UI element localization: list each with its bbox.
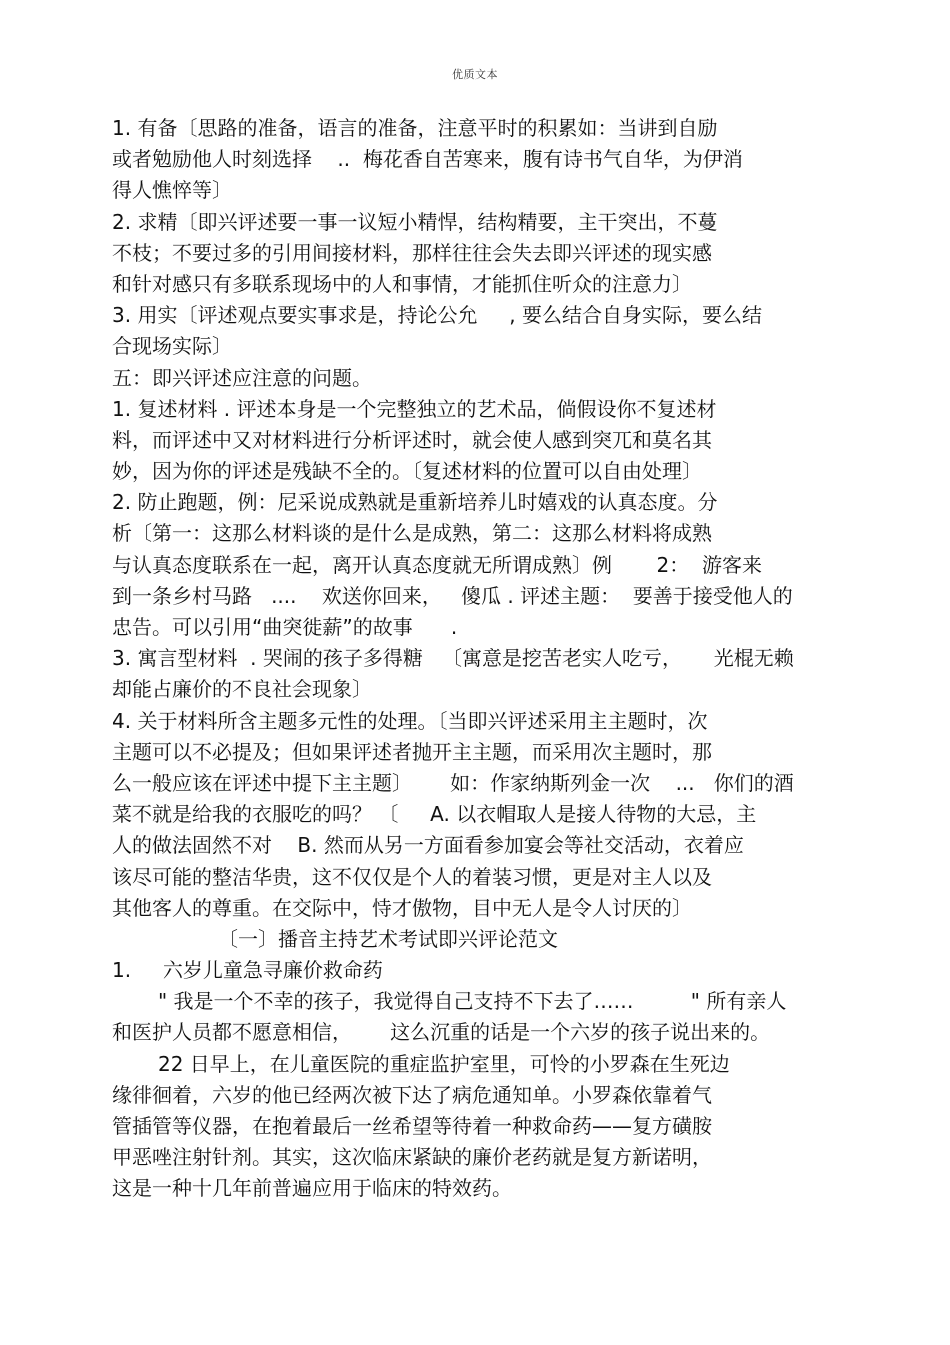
text-line: 这是一种十几年前普遍应用于临床的特效药。 — [112, 1176, 512, 1201]
text-line: 管插管等仪器，在抱着最后一丝希望等待着一种救命药——复方磺胺 — [112, 1114, 712, 1138]
text-line: 该尽可能的整洁华贵，这不仅仅是个人的着装习惯，更是对主人以及 — [112, 864, 712, 889]
text-line: 和医护人员都不愿意相信， 这么沉重的话是一个六岁的孩子说出来的。 — [112, 1020, 771, 1045]
text-line: 3. 寓言型材料 . 哭闹的孩子多得糖 〔寓意是挖苦老实人吃亏， 光棍无赖 — [112, 646, 794, 671]
text-line: 不枝；不要过多的引用间接材料，那样往往会失去即兴评述的现实感 — [112, 240, 712, 265]
text-line: 3. 用实〔评述观点要实事求是，持论公允 , 要么结合自身实际，要么结 — [112, 303, 762, 328]
text-line: 缘徘徊着，六岁的他已经两次被下达了病危通知单。小罗森依靠着气 — [112, 1082, 712, 1107]
document-body — [112, 113, 852, 1205]
text-line: 其他客人的尊重。在交际中，恃才傲物，目中无人是令人讨厌的〕 — [112, 895, 692, 920]
text-line: 合现场实际〕 — [112, 334, 232, 359]
text-line: 2. 防止跑题，例：尼采说成熟就是重新培养儿时嬉戏的认真态度。分 — [112, 490, 718, 515]
text-line: 得人憔悴等〕 — [112, 178, 232, 203]
text-line: 人的做法固然不对 B. 然而从另一方面看参加宴会等社交活动，衣着应 — [112, 833, 744, 858]
text-line: 1. 复述材料 . 评述本身是一个完整独立的艺术品，倘假设你不复述材 — [112, 396, 717, 421]
text-line: 主题可以不必提及；但如果评述者抛开主主题，而采用次主题时，那 — [112, 739, 712, 764]
text-line: 1. 有备〔思路的准备，语言的准备，注意平时的积累如：当讲到自励 — [112, 116, 718, 140]
text-line: 2. 求精〔即兴评述要一事一议短小精悍，结构精要，主干突出，不蔓 — [112, 209, 718, 234]
article-title: 1. 六岁儿童急寻廉价救命药 — [112, 958, 383, 983]
text-line: 料，而评述中又对材料进行分析评述时，就会使人感到突兀和莫名其 — [112, 427, 712, 452]
section-heading: 五：即兴评述应注意的问题。 — [112, 365, 372, 390]
text-line: 菜不就是给我的衣服吃的吗？ 〔 A. 以衣帽取人是接人待物的大忌，主 — [112, 802, 757, 827]
subsection-title: 〔一〕播音主持艺术考试即兴评论范文 — [218, 926, 558, 951]
text-line: 或者勉励他人时刻选择 .. 梅花香自苦寒来，腹有诗书气自华，为伊消 — [112, 147, 743, 172]
text-line: 与认真态度联系在一起，离开认真态度就无所谓成熟〕例 2： 游客来 — [112, 552, 762, 577]
text-line: 22 日早上，在儿童医院的重症监护室里，可怜的小罗森在生死边 — [158, 1051, 730, 1076]
text-line: 甲恶唑注射针剂。其实，这次临床紧缺的廉价老药就是复方新诺明， — [112, 1145, 712, 1170]
text-line: 到一条乡村马路 .... 欢送你回来， 傻瓜 . 评述主题： 要善于接受他人的 — [112, 583, 793, 608]
text-line: 却能占廉价的不良社会现象〕 — [112, 677, 372, 702]
text-line: 妙，因为你的评述是残缺不全的。〔复述材料的位置可以自由处理〕 — [112, 459, 702, 484]
text-line: 忠告。可以引用“曲突徙薪”的故事 . — [112, 615, 458, 639]
text-line: 4. 关于材料所含主题多元性的处理。〔当即兴评述采用主主题时，次 — [112, 708, 708, 733]
text-line: " 我是一个不幸的孩子，我觉得自己支持不下去了…… " 所有亲人 — [158, 989, 787, 1014]
text-line: 析〔第一：这那么材料谈的是什么是成熟，第二：这那么材料将成熟 — [112, 521, 712, 546]
text-line: 和针对感只有多联系现场中的人和事情，才能抓住听众的注意力〕 — [112, 271, 692, 296]
page-header: 优质文本 — [452, 68, 498, 81]
text-line: 么一般应该在评述中提下主主题〕 如：作家纳斯列金一次 ... 你们的酒 — [112, 770, 794, 795]
